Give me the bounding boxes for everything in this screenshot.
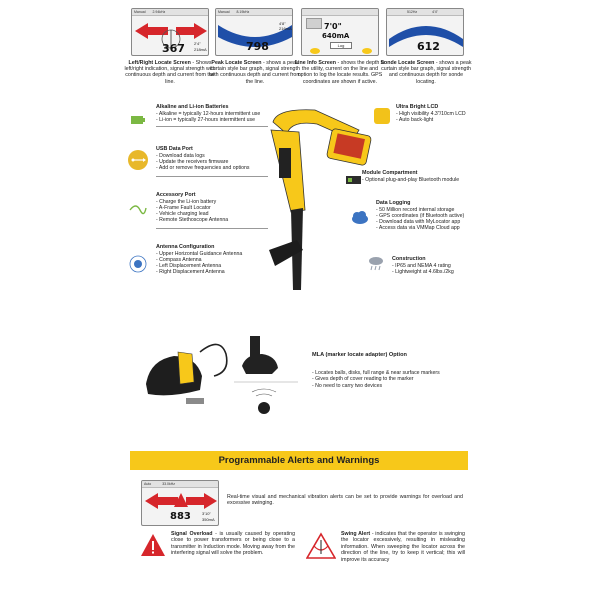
accessory-cable-icon (128, 198, 148, 218)
screen-peak (215, 8, 293, 56)
screen-frequency: 8.19kHz (236, 10, 250, 14)
feature-usb: USB Data Port - Download data logs - Update the receivers firmware - Add or remove frequencies and options (156, 146, 250, 172)
swing-description: Swing Alert - indicates that the operator is swinging the locator excessively, resulting in misleading information. When sweeping the locator across the direction of the line, try to keep it vertical; this will improve its accuracy (341, 531, 465, 563)
overload-title: Signal Overload (171, 531, 213, 537)
depth-value: 2'4" (194, 41, 201, 46)
feature-construction: Construction - IP65 and NEMA 4 rating - Lightweight at 4.6lbs./2kg (392, 256, 454, 276)
depth-value: 3'10" (202, 511, 211, 516)
swing-alert-icon (306, 532, 336, 560)
softkey-left-icon (310, 48, 320, 54)
feature-batteries: Alkaline and Li-ion Batteries - Alkaline = typically 12-hours intermittent use - Li-ion = typically 27-hours intermittent use (156, 104, 261, 124)
signal-value: 883 (170, 511, 191, 522)
screen-frequency: 2.94kHz (152, 10, 166, 14)
screen-sonde (386, 8, 464, 56)
gps-icon (306, 18, 322, 29)
feature-module: Module Compartment - Optional plug-and-play Bluetooth module (362, 170, 460, 184)
overload-warning-icon (140, 532, 166, 558)
softkey-right-icon (362, 48, 372, 54)
overload-description: Signal Overload - is usually caused by operating close to power transformers or being close to a transmitter in Induction mode. Moving away from the interfering signal will solve the problem. (171, 531, 296, 557)
signal-value: 367 (162, 42, 185, 55)
bluetooth-module-icon (344, 170, 364, 190)
caption-left-right: Left/Right Locate Screen - Shows left/right indication, signal strength with continuous depth and current from the line. (124, 60, 216, 85)
depth-value: 4'4" (432, 10, 438, 14)
alerts-intro: Real-time visual and mechanical vibration alerts can be set to provide warnings for overload and excessive swinging. (227, 494, 463, 507)
depth-value: 7'0" (324, 22, 342, 31)
caption-sonde: Sonde Locate Screen - shows a peak curtain style bar graph, signal strength and continuous depth for sonde locating. (380, 60, 472, 85)
signal-value: 798 (246, 40, 269, 53)
mla-adapter-image (140, 332, 230, 410)
feature-accessory: Accessory Port - Charge the Li-ion battery - A-Frame Fault Locator - Vehicle charging lead - Remote Stethoscope Antenna (156, 192, 229, 224)
usb-icon (128, 150, 148, 170)
list-item: - Gives depth of cover reading to the marker (312, 376, 414, 383)
mla-attached-image (232, 332, 302, 422)
depth-value: 4'8" (279, 21, 286, 26)
current-value: 216mA (279, 26, 292, 31)
banner-title: Programmable Alerts and Warnings (218, 455, 380, 466)
signal-value: 612 (417, 40, 440, 53)
current-value: 640mA (322, 32, 350, 40)
feature-antenna: Antenna Configuration - Upper Horizontal Guidance Antenna - Compass Antenna - Left Displacement Antenna - Right Displacement Antenna (156, 244, 243, 276)
caption-line-info: Line Info Screen - shows the depth to the utility, current on the line and option to log the locate results. GPS coordinates are shown if active. (294, 60, 386, 85)
screen-mode: Auto (144, 482, 152, 486)
feature-data-logging: Data Logging - 50 Million record internal storage - GPS coordinates (if Bluetooth active) - Download data with MyLocator app - Access data via VMMap Cloud app (376, 200, 465, 232)
list-item: - Locates balls, disks, full range & near surface markers (312, 370, 440, 376)
screen-frequency: 512Hz (407, 10, 418, 14)
battery-icon (128, 110, 148, 130)
screen-mode: Manual (218, 10, 230, 14)
swing-title: Swing Alert (341, 531, 371, 537)
caption-peak: Peak Locate Screen - shows a peak curtain style bar graph, signal strength with continuous depth and current from the line. (209, 60, 301, 85)
screen-mode: Manual (134, 10, 146, 14)
lcd-icon (374, 108, 390, 124)
current-value: 350mA (202, 517, 215, 522)
screen-line-info (301, 8, 379, 56)
alerts-banner (130, 451, 468, 470)
cloud-icon (350, 208, 370, 228)
mla-title: MLA (marker locate adapter) Option (312, 352, 407, 358)
rain-weather-icon (366, 254, 386, 274)
antenna-icon (128, 254, 148, 274)
screen-left-right (131, 8, 209, 56)
log-button[interactable]: Log (330, 42, 352, 49)
list-item: - No need to carry two devices (312, 382, 383, 389)
screen-frequency: 33.0kHz (162, 482, 176, 486)
current-value: 218mA (194, 47, 207, 52)
alert-screen (141, 480, 219, 526)
feature-lcd: Ultra Bright LCD - High visibility 4.3"/10cm LCD - Auto back-light (396, 104, 466, 124)
mla-list (312, 370, 440, 389)
